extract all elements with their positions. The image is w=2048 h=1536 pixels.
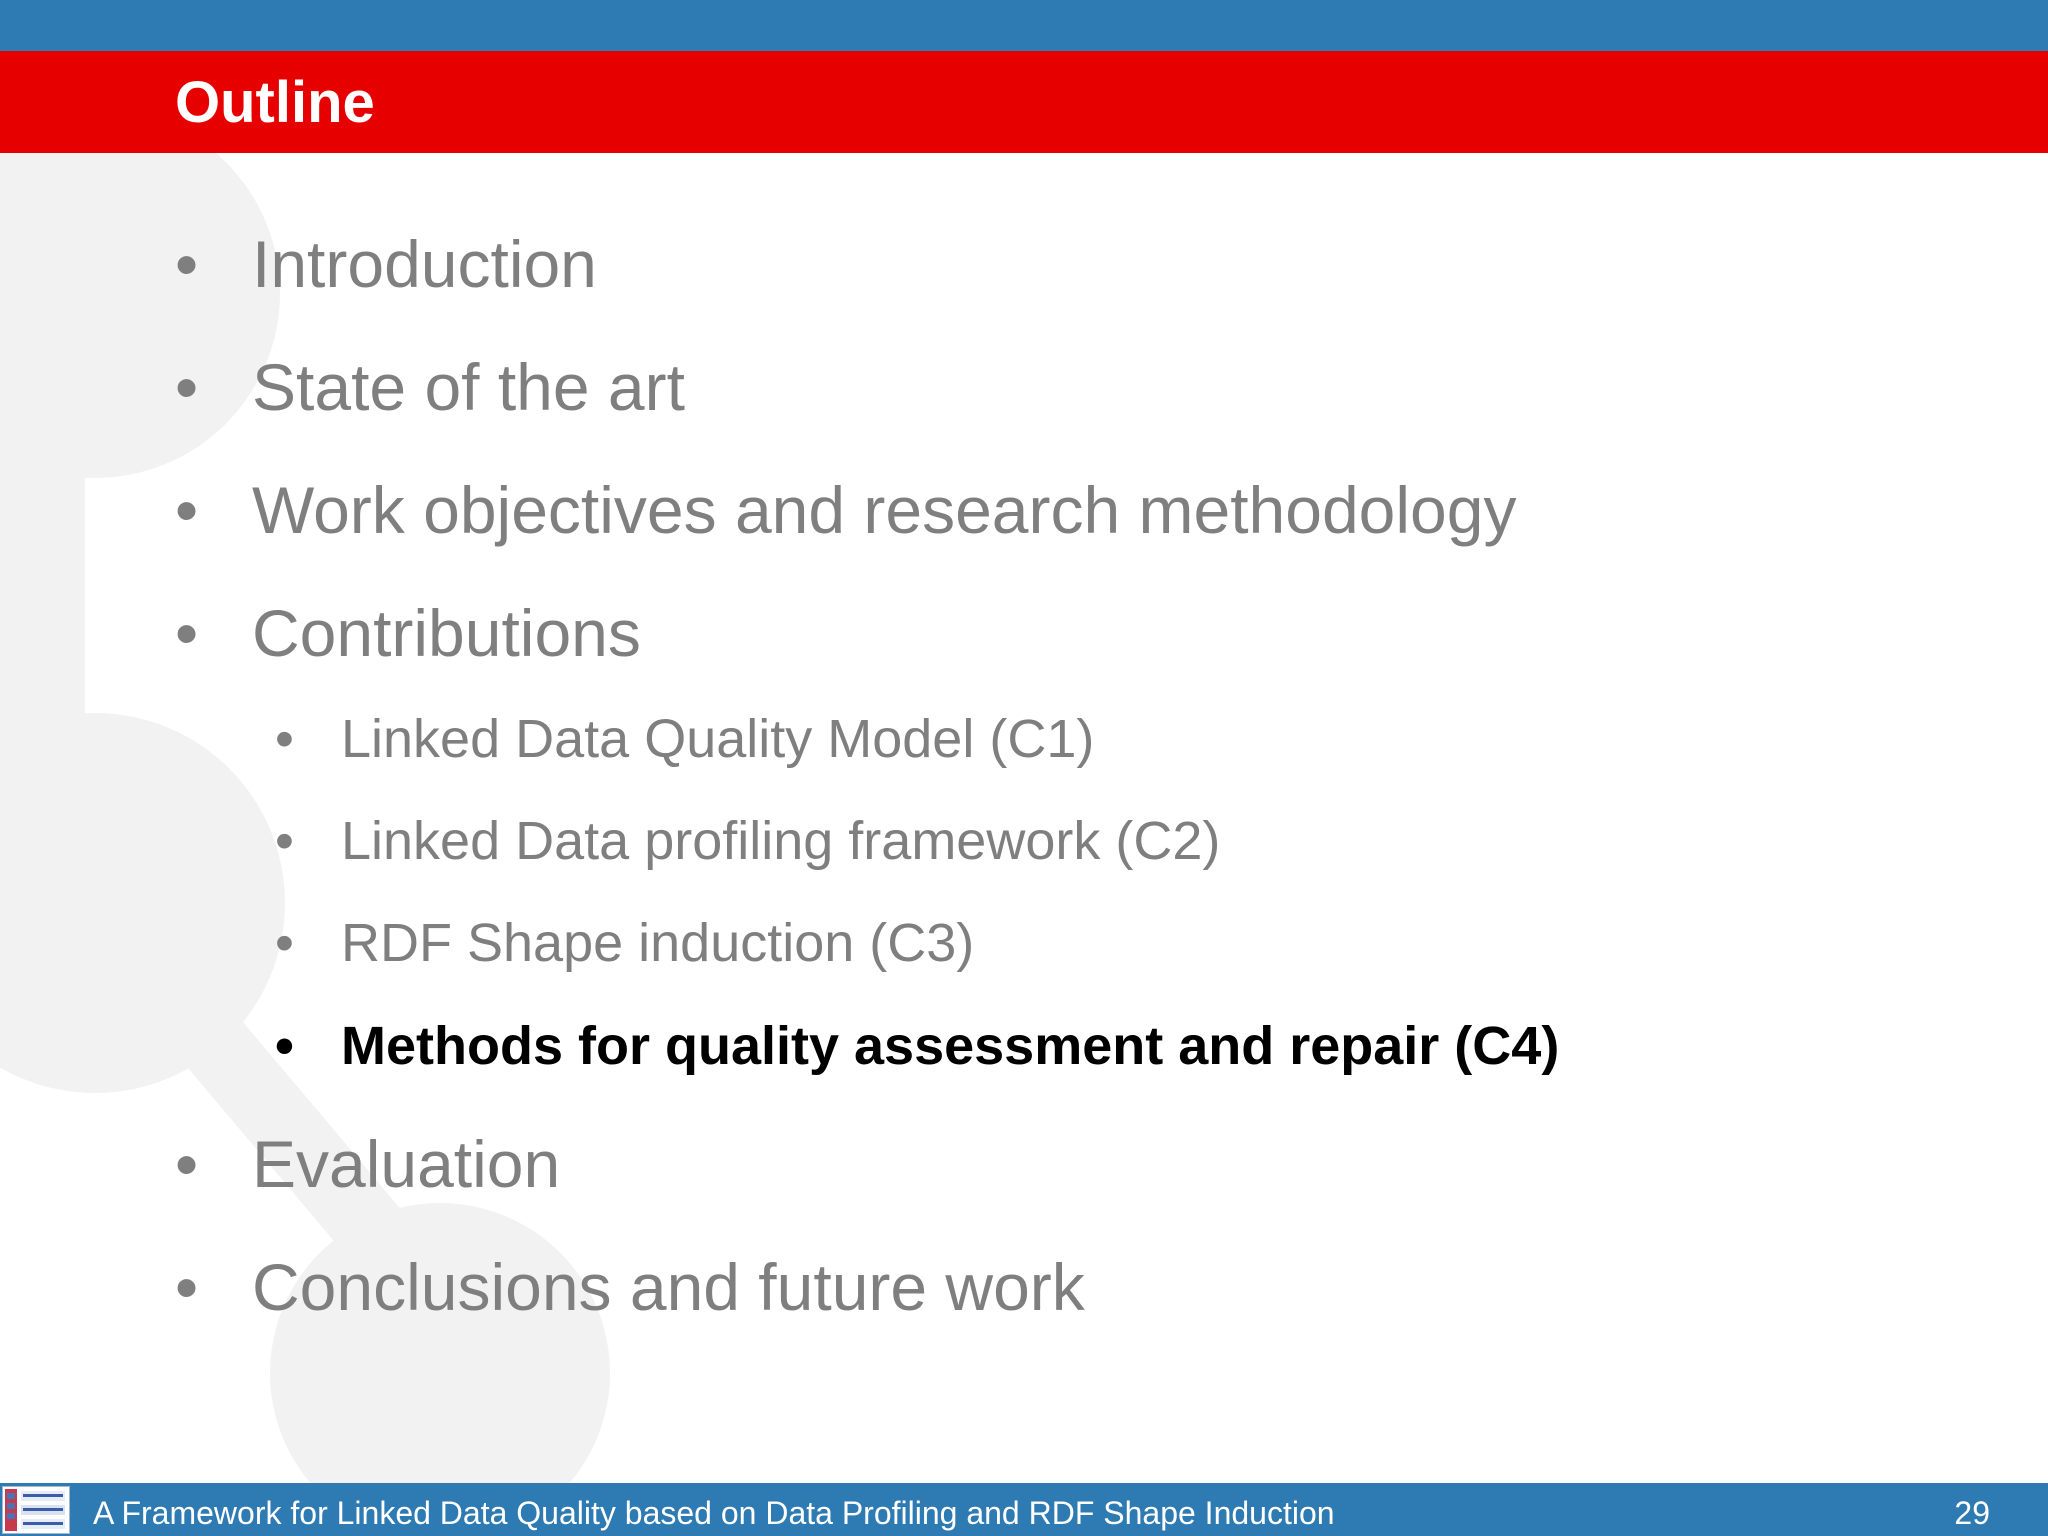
- bullet-icon: •: [175, 1250, 199, 1324]
- bullet-icon: •: [275, 1016, 294, 1076]
- outline-item-label: Linked Data Quality Model (C1): [341, 709, 1095, 769]
- outline-item-label: Conclusions and future work: [252, 1250, 1085, 1324]
- outline-item-label: Work objectives and research methodology: [252, 473, 1517, 547]
- footer-title: A Framework for Linked Data Quality based on Data Profiling and RDF Shape Induction: [93, 1495, 1335, 1531]
- bullet-icon: •: [175, 350, 199, 424]
- outline-item-label: Contributions: [252, 596, 641, 670]
- outline-item-label: RDF Shape induction (C3): [341, 913, 975, 973]
- bullet-icon: •: [275, 913, 294, 973]
- bullet-icon: •: [175, 1127, 199, 1201]
- bullet-icon: •: [275, 811, 294, 871]
- outline-item-label: Methods for quality assessment and repair (C4): [341, 1016, 1560, 1076]
- bullet-icon: •: [275, 709, 294, 769]
- bullet-icon: •: [175, 473, 199, 547]
- outline-item-label: State of the art: [252, 350, 685, 424]
- research-group-logo-icon: [2, 1486, 70, 1534]
- outline-item-label: Introduction: [252, 227, 597, 301]
- bullet-icon: •: [175, 596, 199, 670]
- bullet-icon: •: [175, 227, 199, 301]
- slide-title: Outline: [175, 70, 375, 135]
- outline-item-label: Linked Data profiling framework (C2): [341, 811, 1221, 871]
- page-number: 29: [1954, 1495, 1990, 1531]
- outline-item-label: Evaluation: [252, 1127, 561, 1201]
